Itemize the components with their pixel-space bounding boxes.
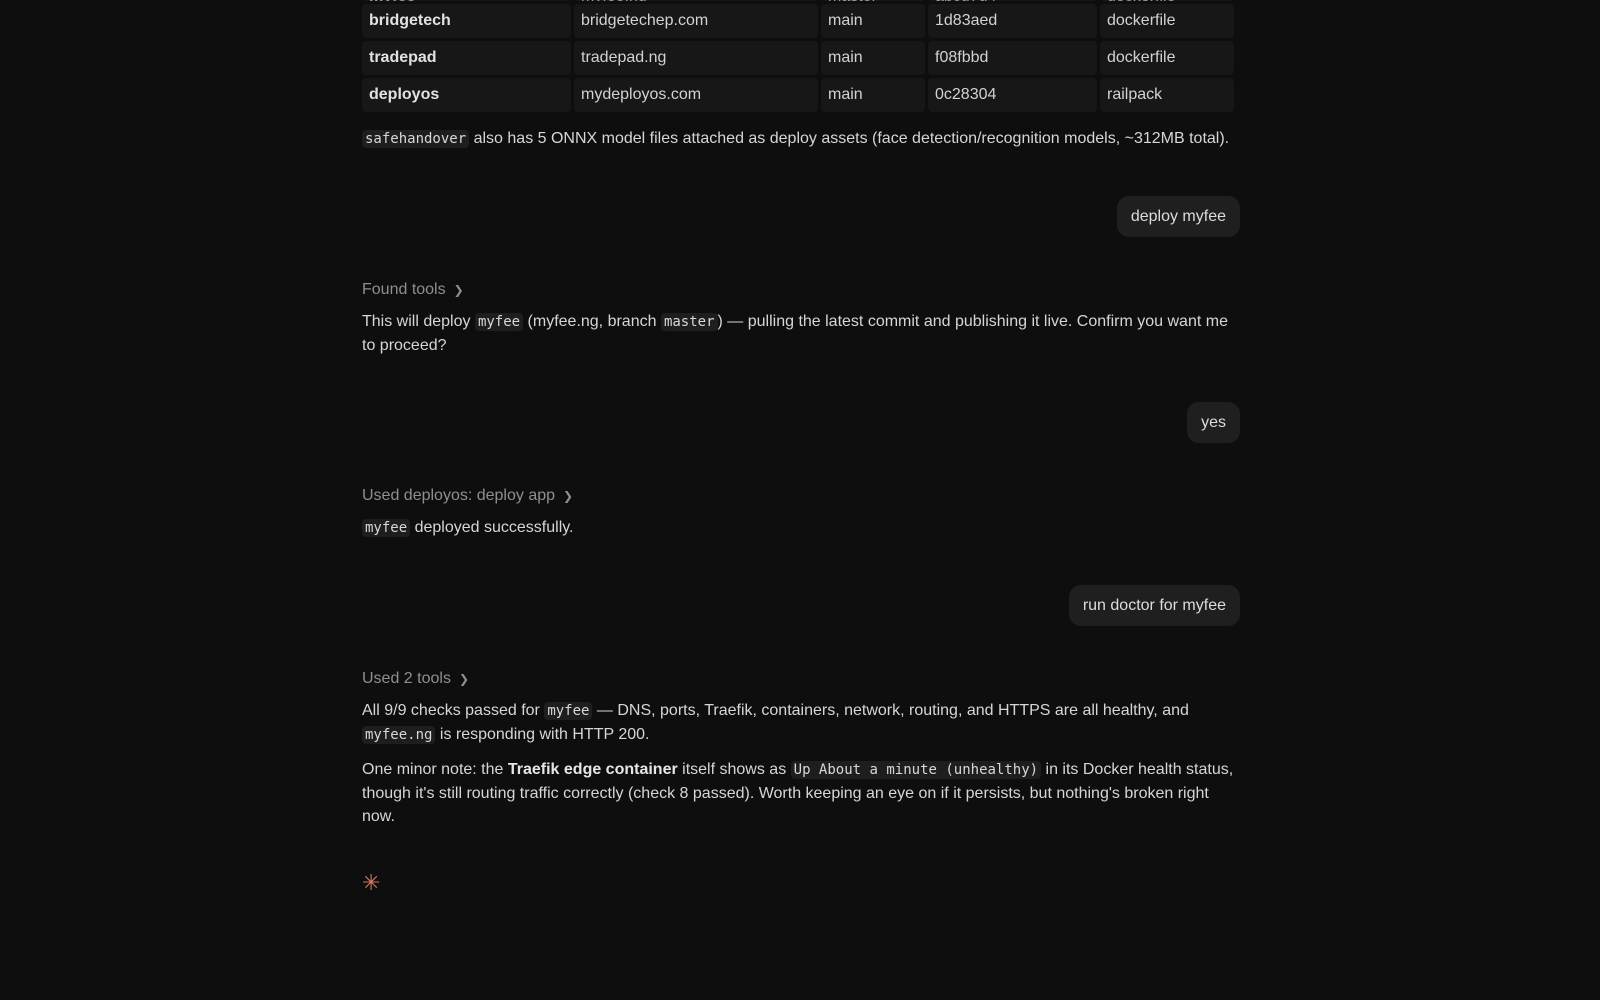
assistant-note — [362, 127, 1240, 151]
cell-commit: 1d83aed — [928, 4, 1097, 38]
bold-text: Traefik edge container — [507, 761, 678, 778]
text: One minor note: the — [362, 761, 508, 778]
inline-code: master — [661, 313, 718, 331]
cell-branch: main — [821, 78, 925, 112]
assistant-message — [362, 310, 1240, 357]
cell-build — [1100, 0, 1234, 1]
inline-code: Up About a minute (unhealthy) — [791, 761, 1041, 779]
chevron-right-icon: ❯ — [458, 672, 469, 686]
user-message: run doctor for myfee — [1069, 585, 1240, 626]
user-message-row — [362, 196, 1240, 237]
cell-commit — [928, 0, 1097, 1]
spark-icon: ✳ — [362, 870, 381, 895]
cell-build: dockerfile — [1100, 41, 1234, 75]
assistant-message — [362, 699, 1240, 747]
user-message-row — [362, 402, 1240, 443]
text: ) — pulling the latest commit and publishing it live. Confirm you want me to proceed? — [362, 313, 1228, 354]
cell-name: bridgetech — [362, 4, 571, 38]
tool-label: Used 2 tools — [362, 670, 451, 687]
cell-branch: main — [821, 4, 925, 38]
cell-name: tradepad — [362, 41, 571, 75]
assistant-message — [362, 516, 1240, 540]
cell-commit: f08fbbd — [928, 41, 1097, 75]
cell-domain — [574, 0, 818, 1]
cell-branch — [821, 0, 925, 1]
text: All 9/9 checks passed for — [362, 702, 545, 719]
text: itself shows as — [677, 761, 791, 778]
cell-branch: main — [821, 41, 925, 75]
text: — DNS, ports, Traefik, containers, network, routing, and HTTPS are all healthy, and — [592, 702, 1189, 719]
table-row — [362, 0, 1234, 1]
cell-commit: 0c28304 — [928, 78, 1097, 112]
user-message: deploy myfee — [1117, 196, 1240, 237]
inline-code: myfee — [475, 313, 523, 331]
assistant-message — [362, 758, 1240, 828]
tool-label: Used deployos: deploy app — [362, 487, 556, 504]
tool-disclosure[interactable] — [362, 281, 1240, 299]
text: deployed successfully. — [410, 519, 574, 536]
table-row — [362, 41, 1234, 75]
status-indicator — [362, 870, 1240, 896]
text: is responding with HTTP 200. — [435, 726, 650, 743]
chat-column — [362, 0, 1240, 896]
table-row — [362, 78, 1234, 112]
table-row — [362, 4, 1234, 38]
inline-code: myfee — [362, 519, 410, 537]
inline-code: safehandover — [362, 130, 469, 148]
user-message: yes — [1187, 402, 1240, 443]
text: This will deploy — [362, 313, 475, 330]
cell-name — [362, 0, 571, 1]
note-text: also has 5 ONNX model files attached as deploy assets (face detection/recognition models, ~312MB total). — [469, 130, 1230, 147]
inline-code: myfee — [544, 702, 592, 720]
user-message-row — [362, 585, 1240, 626]
chevron-right-icon: ❯ — [563, 489, 574, 503]
cell-domain: tradepad.ng — [574, 41, 818, 75]
text: in its Docker health status, though it's still routing traffic correctly (check 8 passed). Worth keeping an eye on if it persists, but nothing's broken right now. — [362, 761, 1234, 825]
cell-name: deployos — [362, 78, 571, 112]
cell-build: dockerfile — [1100, 4, 1234, 38]
text: (myfee.ng, branch — [523, 313, 661, 330]
tool-label: Found tools — [362, 281, 446, 298]
inline-code: myfee.ng — [362, 726, 435, 744]
cell-domain: bridgetechep.com — [574, 4, 818, 38]
tool-disclosure[interactable] — [362, 487, 1240, 505]
chevron-right-icon: ❯ — [453, 283, 464, 297]
cell-domain: mydeployos.com — [574, 78, 818, 112]
tool-disclosure[interactable] — [362, 670, 1240, 688]
cell-build: railpack — [1100, 78, 1234, 112]
apps-table — [359, 0, 1237, 115]
